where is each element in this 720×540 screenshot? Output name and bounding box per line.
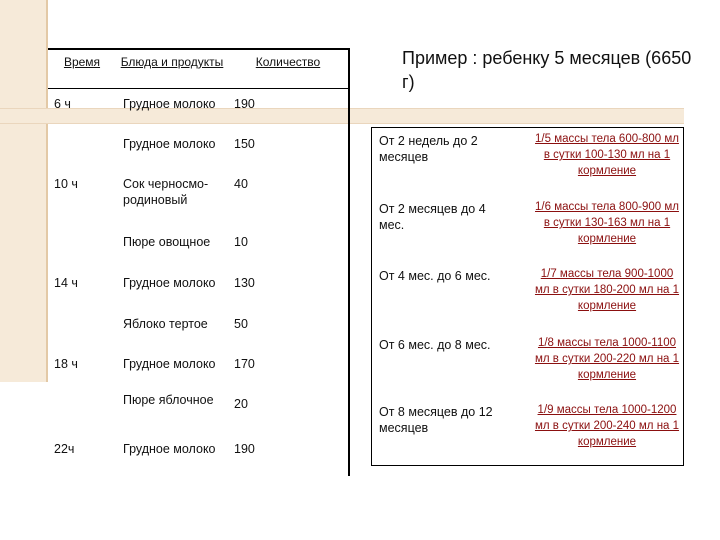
row-qty: 40 — [234, 177, 248, 191]
row-dish: Пюре яблочное — [123, 393, 214, 407]
row-qty: 130 — [234, 276, 255, 290]
feeding-rule: 1/9 массы тела 1000-1200 мл в сутки 200-240 мл на 1 кормление — [534, 404, 680, 448]
right-table-left-border — [371, 127, 372, 466]
row-dish: Грудное молоко — [123, 97, 216, 111]
decorative-horizontal-bar — [0, 108, 684, 124]
row-dish: Яблоко тертое — [123, 317, 208, 331]
row-dish: Грудное молоко — [123, 442, 216, 456]
row-qty: 190 — [234, 97, 255, 111]
row-qty: 190 — [234, 442, 255, 456]
row-time: 6 ч — [54, 97, 71, 111]
row-dish: Грудное молоко — [123, 276, 216, 290]
page-title: Пример : ребенку 5 месяцев (6650 г) — [402, 48, 692, 92]
row-dish: Грудное молоко — [123, 137, 216, 151]
decorative-vertical-bar — [0, 0, 48, 382]
right-table-bottom-border — [371, 465, 684, 466]
row-time: 14 ч — [54, 276, 78, 290]
row-dish: Грудное молоко — [123, 357, 216, 371]
right-table-right-border — [683, 127, 684, 466]
row-qty: 170 — [234, 357, 255, 371]
age-range: От 6 мес. до 8 мес. — [379, 338, 491, 352]
row-qty: 10 — [234, 235, 248, 249]
row-qty: 20 — [234, 397, 248, 411]
row-dish: Пюре овощное — [123, 235, 211, 249]
age-range: От 2 месяцев до 4 мес. — [379, 202, 486, 232]
left-table-header-divider — [48, 88, 350, 89]
row-time: 18 ч — [54, 357, 78, 371]
header-quantity: Количество — [255, 55, 321, 69]
age-range: От 4 мес. до 6 мес. — [379, 269, 491, 283]
header-time: Время — [63, 55, 101, 69]
row-dish: Сок черносмо-родиновый — [123, 177, 209, 207]
feeding-rule: 1/7 массы тела 900-1000 мл в сутки 180-200 мл на 1 кормление — [534, 268, 680, 312]
age-range: От 8 месяцев до 12 месяцев — [379, 405, 493, 435]
feeding-rule: 1/8 массы тела 1000-1100 мл в сутки 200-220 мл на 1 кормление — [534, 337, 680, 381]
age-range: От 2 недель до 2 месяцев — [379, 134, 478, 164]
row-time: 10 ч — [54, 177, 78, 191]
row-qty: 150 — [234, 137, 255, 151]
right-table-top-border — [371, 127, 684, 128]
left-table-right-border — [348, 48, 350, 476]
header-dishes: Блюда и продукты — [120, 55, 224, 69]
row-qty: 50 — [234, 317, 248, 331]
feeding-rule: 1/6 массы тела 800-900 мл в сутки 130-163 мл на 1 кормление — [535, 201, 679, 245]
row-time: 22ч — [54, 442, 75, 456]
feeding-rule: 1/5 массы тела 600-800 мл в сутки 100-130 мл на 1 кормление — [535, 133, 679, 177]
left-table-top-border — [48, 48, 350, 50]
